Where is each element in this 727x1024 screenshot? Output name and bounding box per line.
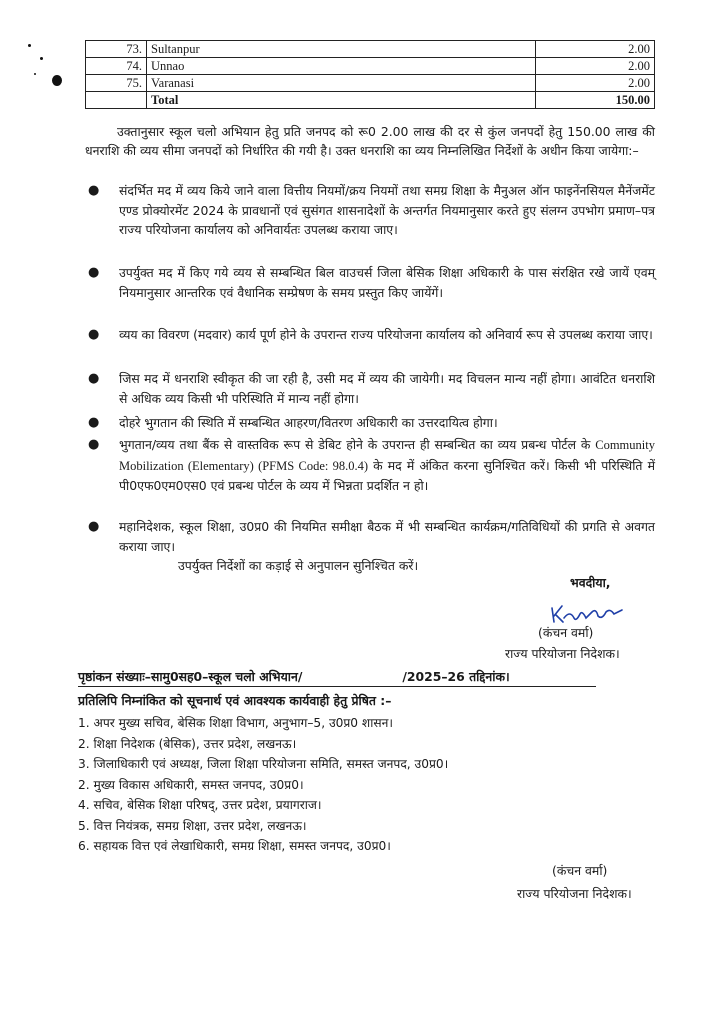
- instruction-4: जिस मद में धनराशि स्वीकृत की जा रही है, उसी मद में व्यय की जायेगी। मद विचलन मान्य नहीं होगा। आवंटित धनराशि से अधिक व्यय किसी भी परिस्थिति में मान्य नहीं होगा।: [119, 371, 655, 406]
- row-number: 74.: [86, 58, 147, 75]
- endorsement-year: /2025–26 तद्दिनांक।: [402, 669, 510, 684]
- total-amount: 150.00: [536, 92, 655, 109]
- signatory-name-2: (कंचन वर्मा): [552, 863, 608, 878]
- instruction-6-part-a: भुगतान/व्यय तथा बैंक से वास्तविक रूप से डेबिट होने के उपरान्त ही सम्बन्धित का व्यय प्रबन्ध पोर्टल के: [119, 437, 591, 452]
- list-item: 2. शिक्षा निदेशक (बेसिक), उत्तर प्रदेश, लखनऊ।: [78, 736, 297, 751]
- instruction-2: उपर्युक्त मद में किए गये व्यय से सम्बन्धित बिल वाउचर्स जिला बेसिक शिक्षा अधिकारी के पास संरक्षित रखे जायें एवम् नियमानुसार आन्तरिक एवं वैधानिक सम्प्रेषण के समय प्रस्तुत किए जायेंगें।: [119, 265, 655, 300]
- intro-paragraph: उक्तानुसार स्कूल चलो अभियान हेतु प्रति जनपद को रू0 2.00 लाख की दर से कुंल जनपदों हेतु 150.00 लाख की धनराशि की व्यय सीमा जनपदों को निर्धारित की गयी है। उक्त धनराशि का व्यय निम्नलिखित निर्देशों के अधीन किया जायेगा:–: [85, 124, 655, 158]
- compliance-note: उपर्युक्त निर्देशों का कड़ाई से अनुपालन सुनिश्चित करें।: [178, 558, 419, 573]
- district-name: Unnao: [147, 58, 536, 75]
- amount: 2.00: [536, 75, 655, 92]
- endorsement-prefix: पृष्ठांकन संख्याः–सामु0सह0–स्कूल चलो अभियान/: [78, 669, 303, 684]
- bullet-dot: ●: [88, 519, 100, 534]
- signatory-name: (कंचन वर्मा): [538, 625, 594, 640]
- bullet-dot: ●: [88, 327, 100, 342]
- district-name: Sultanpur: [147, 41, 536, 58]
- pfms-code: Community Mobilization (Elementary) (PFMS Code: 98.0.4): [119, 438, 655, 473]
- bullet-dot: ●: [88, 437, 100, 452]
- endorsement-number: [78, 668, 596, 687]
- instruction-1: संदर्भित मद में व्यय किये जाने वाला वित्तीय नियमों/क्रय नियमों तथा समग्र शिक्षा के मैनुअल ऑन फाइनेंनसियल मैनेंजमेंट एण्ड प्रोक्योरमेंट 2024 के प्रावधानों एवं सुसंगत शासनादेशों के अन्तर्गत नियमानुसार करते हुए संलग्न उपभोग प्रमाण–पत्र राज्य परियोजना कार्यालय को अनिवार्यतः उपलब्ध कराया जाए।: [119, 183, 655, 237]
- copy-heading: प्रतिलिपि निम्नांकित को सूचनार्थ एवं आवश्यक कार्यवाही हेतु प्रेषित :–: [78, 693, 392, 708]
- instruction-5: दोहरे भुगतान की स्थिति में सम्बन्धित आहरण/वितरण अधिकारी का उत्तरदायित्व होगा।: [119, 415, 498, 430]
- bullet-dot: ●: [88, 265, 100, 280]
- scan-speck: [34, 73, 36, 75]
- copy-recipients-list: [78, 713, 448, 857]
- instruction-3: व्यय का विवरण (मदवार) कार्य पूर्ण होने के उपरान्त राज्य परियोजना कार्यालय को अनिवार्य रूप से उपलब्ध कराया जाए।: [119, 327, 653, 342]
- signatory-designation-2: राज्य परियोजना निदेशक।: [517, 886, 632, 901]
- total-label: Total: [147, 92, 536, 109]
- bullet-dot: ●: [88, 415, 100, 430]
- instruction-6-part-b: के मद में अंकित करना सुनिश्चित करें। किसी भी परिस्थिति में पी0एफ0एम0एस0 एवं प्रबन्ध पोर्टल के व्यय में भिन्नता प्रदर्शित न हो।: [119, 457, 655, 493]
- amount: 2.00: [536, 58, 655, 75]
- list-item: 5. वित्त नियंत्रक, समग्र शिक्षा, उत्तर प्रदेश, लखनऊ।: [78, 818, 307, 833]
- list-item: 1. अपर मुख्य सचिव, बेसिक शिक्षा विभाग, अनुभाग–5, उ0प्र0 शासन।: [78, 716, 393, 730]
- total-row: [86, 92, 655, 109]
- table-row: [86, 58, 655, 75]
- allocation-table: [85, 40, 655, 109]
- bullet-dot: ●: [88, 371, 100, 386]
- closing-salutation: भवदीया,: [570, 575, 611, 590]
- district-name: Varanasi: [147, 75, 536, 92]
- row-number: 75.: [86, 75, 147, 92]
- table-row: [86, 75, 655, 92]
- signatory-designation: राज्य परियोजना निदेशक।: [505, 646, 620, 661]
- amount: 2.00: [536, 41, 655, 58]
- list-item: 4. सचिव, बेसिक शिक्षा परिषद्, उत्तर प्रदेश, प्रयागराज।: [78, 798, 322, 812]
- list-item: 6. सहायक वित्त एवं लेखाधिकारी, समग्र शिक्षा, समस्त जनपद, उ0प्र0।: [78, 839, 391, 853]
- table-row: [86, 41, 655, 58]
- row-number: [86, 92, 147, 109]
- row-number: 73.: [86, 41, 147, 58]
- list-item: 2. मुख्य विकास अधिकारी, समस्त जनपद, उ0प्र0।: [78, 777, 304, 792]
- punch-hole-mark: [52, 75, 62, 86]
- bullet-dot: ●: [88, 183, 100, 198]
- instruction-6: [119, 435, 655, 496]
- instruction-7: महानिदेशक, स्कूल शिक्षा, उ0प्र0 की नियमित समीक्षा बैठक में भी सम्बन्धित कार्यक्रम/गतिविधियों की प्रगति से अवगत कराया जाए।: [119, 519, 655, 554]
- scan-speck: [40, 57, 43, 60]
- list-item: 3. जिलाधिकारी एवं अध्यक्ष, जिला शिक्षा परियोजना समिति, समस्त जनपद, उ0प्र0।: [78, 757, 449, 771]
- scan-speck: [28, 44, 31, 47]
